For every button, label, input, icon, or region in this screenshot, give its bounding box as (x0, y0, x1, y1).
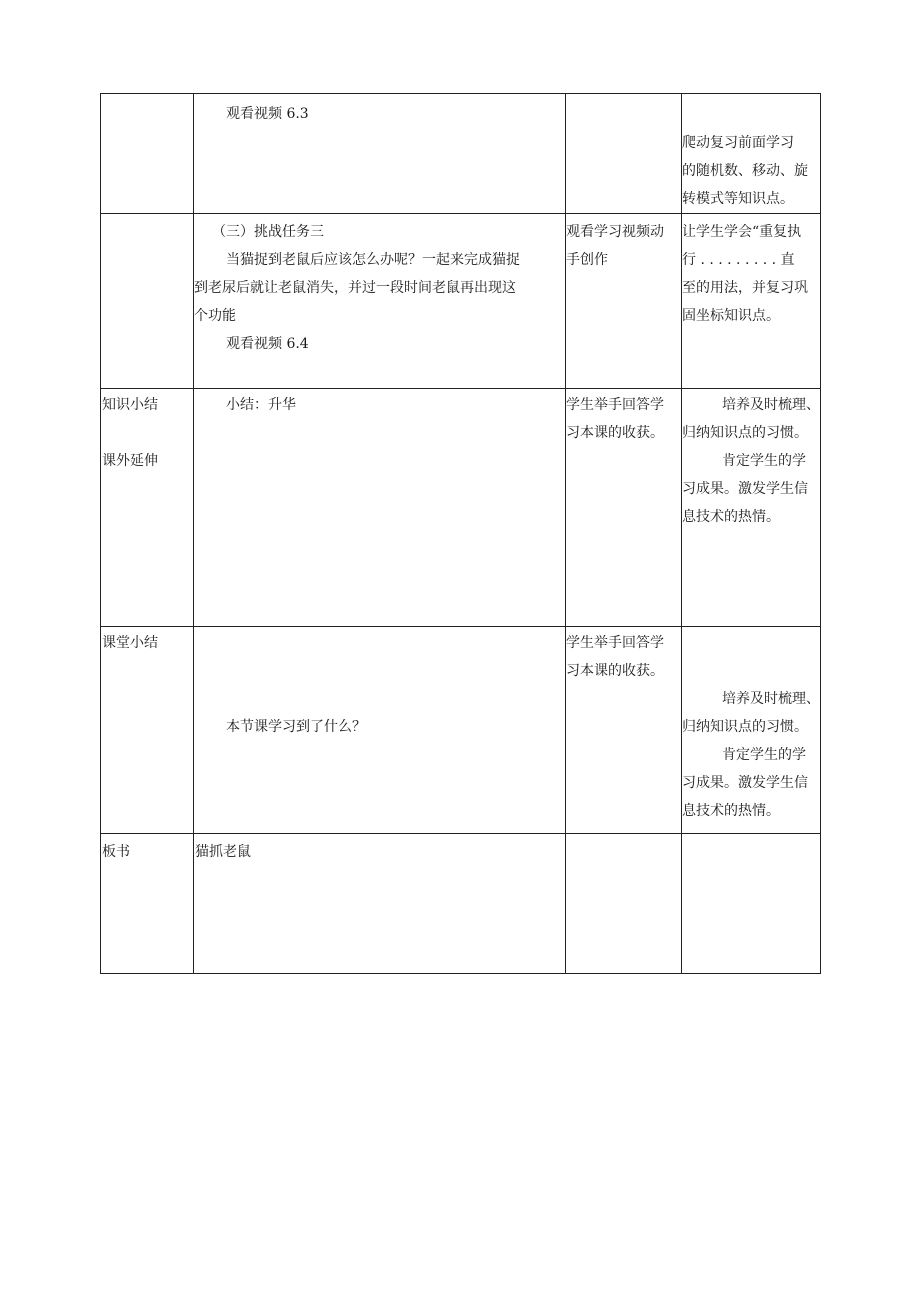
cell-content (194, 389, 566, 627)
cell-design-intent (682, 834, 821, 974)
stage-label: 板书 (102, 844, 130, 860)
lesson-plan-table (100, 93, 821, 974)
table-row (101, 214, 821, 389)
table-row (101, 94, 821, 214)
intent-line: 息技术的热情。 (682, 509, 780, 525)
intent-line: 的随机数、移动、旋 (682, 163, 808, 179)
intent-line: 培养及时梳理、 (722, 397, 820, 413)
intent-line: 行 . . . . . . . . . 直 (682, 252, 795, 268)
intent-line: 至的用法，并复习巩 (682, 280, 808, 296)
intent-line: 让学生学会“重复执 (682, 224, 802, 240)
cell-student-activity (566, 834, 682, 974)
activity-line: 习本课的收获。 (566, 425, 664, 441)
cell-stage (101, 214, 194, 389)
intent-line: 培养及时梳理、 (722, 691, 820, 707)
intent-line: 归纳知识点的习惯。 (682, 719, 808, 735)
activity-line: 习本课的收获。 (566, 663, 664, 679)
intent-line: 肯定学生的学 (722, 453, 806, 469)
intent-line: 转模式等知识点。 (682, 191, 794, 207)
intent-line: 归纳知识点的习惯。 (682, 425, 808, 441)
task-heading: （三）挑战任务三 (212, 224, 324, 240)
content-line: 到老尿后就让老鼠消失，并过一段时间老鼠再出现这 (194, 280, 516, 296)
cell-stage (101, 94, 194, 214)
table-row (101, 627, 821, 834)
cell-content (194, 214, 566, 389)
content-line: 观看视频 6.4 (226, 336, 309, 352)
content-line: 本节课学习到了什么？ (226, 719, 366, 735)
intent-line: 息技术的热情。 (682, 803, 780, 819)
activity-line: 学生举手回答学 (566, 397, 664, 413)
cell-design-intent (682, 94, 821, 214)
activity-line: 观看学习视频动 (566, 224, 664, 240)
cell-student-activity (566, 214, 682, 389)
intent-line: 爬动复习前面学习 (682, 135, 794, 151)
intent-line: 习成果。激发学生信 (682, 775, 808, 791)
content-line: 个功能 (194, 308, 236, 324)
table-row (101, 834, 821, 974)
stage-label: 课外延伸 (102, 453, 158, 469)
cell-design-intent (682, 389, 821, 627)
content-line: 猫抓老鼠 (195, 844, 251, 860)
cell-student-activity (566, 627, 682, 834)
cell-design-intent (682, 214, 821, 389)
cell-content (194, 627, 566, 834)
content-line: 当猫捉到老鼠后应该怎么办呢？一起来完成猫捉 (226, 252, 520, 268)
activity-line: 手创作 (566, 252, 608, 268)
intent-line: 肯定学生的学 (722, 747, 806, 763)
cell-student-activity (566, 94, 682, 214)
cell-stage (101, 389, 194, 627)
activity-line: 学生举手回答学 (566, 635, 664, 651)
cell-stage (101, 834, 194, 974)
cell-content (194, 834, 566, 974)
intent-line: 习成果。激发学生信 (682, 481, 808, 497)
stage-label: 课堂小结 (102, 635, 158, 651)
content-line: 观看视频 6.3 (226, 106, 309, 122)
intent-line: 固坐标知识点。 (682, 308, 780, 324)
cell-stage (101, 627, 194, 834)
table-row (101, 389, 821, 627)
stage-label: 知识小结 (102, 397, 158, 413)
cell-content (194, 94, 566, 214)
cell-student-activity (566, 389, 682, 627)
content-line: 小结：升华 (226, 397, 296, 413)
cell-design-intent (682, 627, 821, 834)
